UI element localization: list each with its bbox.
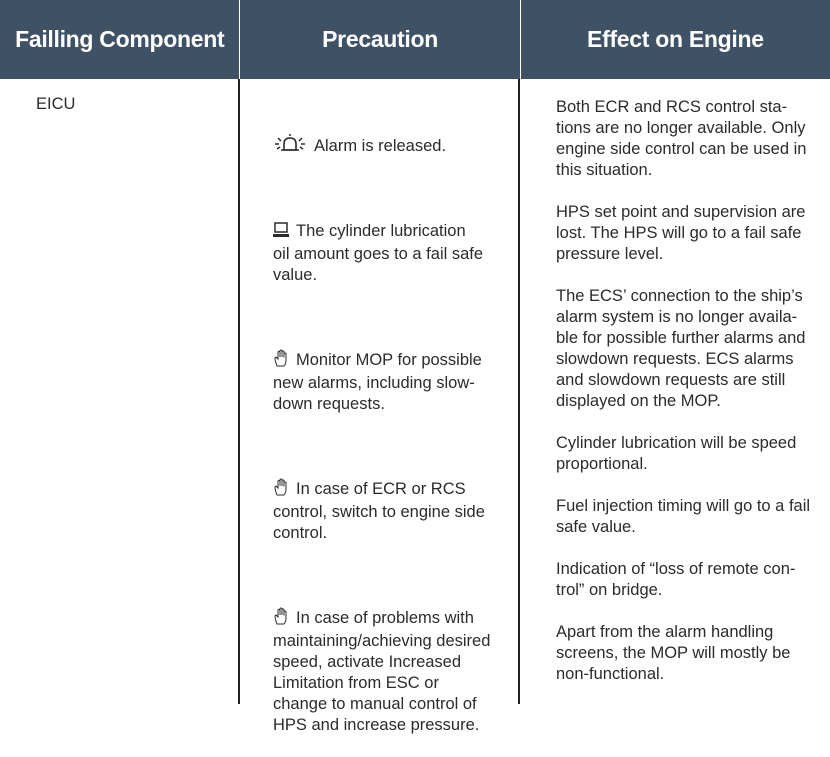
effect-paragraph: The ECS’ connection to the ship’s alarm system is no longer availa- ble for possible further alarms and slowdown requests. ECS alarms and slowdown requests are still displayed on the MOP. xyxy=(556,287,806,410)
computer-icon xyxy=(273,201,289,244)
alarm-bell-icon xyxy=(273,112,307,159)
effect-paragraph: HPS set point and supervision are lost. The HPS will go to a fail safe pressure level. xyxy=(556,203,806,263)
precaution-item xyxy=(273,565,513,736)
precaution-text: In case of ECR or RCS control, switch to engine side control. xyxy=(273,480,485,542)
column-divider-1 xyxy=(238,79,240,704)
effect-paragraph: Both ECR and RCS control sta- tions are no longer available. Only engine side control can be used in this situation. xyxy=(556,98,807,179)
precaution-text: Alarm is released. xyxy=(314,137,447,155)
precaution-text: Monitor MOP for possible new alarms, including slow- down requests. xyxy=(273,351,482,413)
precaution-cell xyxy=(273,91,513,757)
header-failing-component: Failling Component xyxy=(15,26,225,52)
effect-paragraph: Apart from the alarm handling screens, the MOP will mostly be non-functional. xyxy=(556,623,791,683)
table-header xyxy=(0,0,830,79)
hand-icon xyxy=(273,586,289,631)
header-precaution: Precaution xyxy=(239,0,519,79)
effect-paragraph: Indication of “loss of remote con- trol” on bridge. xyxy=(556,560,796,599)
precaution-text: In case of problems with maintaining/achieving desired speed, activate Increased Limitation from ESC or change to manual control of HPS and increase pressure. xyxy=(273,609,491,734)
precaution-text: The cylinder lubrication oil amount goes to a fail safe value. xyxy=(273,222,484,284)
effect-cell xyxy=(556,97,828,706)
hand-icon xyxy=(273,328,289,373)
component-name: EICU xyxy=(36,95,76,113)
hand-icon xyxy=(273,457,289,502)
component-cell xyxy=(36,94,226,115)
precaution-item xyxy=(273,91,513,159)
precaution-item xyxy=(273,436,513,544)
header-effect-on-engine: Effect on Engine xyxy=(520,0,830,79)
column-divider-2 xyxy=(518,79,520,704)
effect-paragraph: Cylinder lubrication will be speed proportional. xyxy=(556,434,797,473)
effect-paragraph: Fuel injection timing will go to a fail safe value. xyxy=(556,497,811,536)
precaution-item xyxy=(273,180,513,286)
precaution-item xyxy=(273,307,513,415)
